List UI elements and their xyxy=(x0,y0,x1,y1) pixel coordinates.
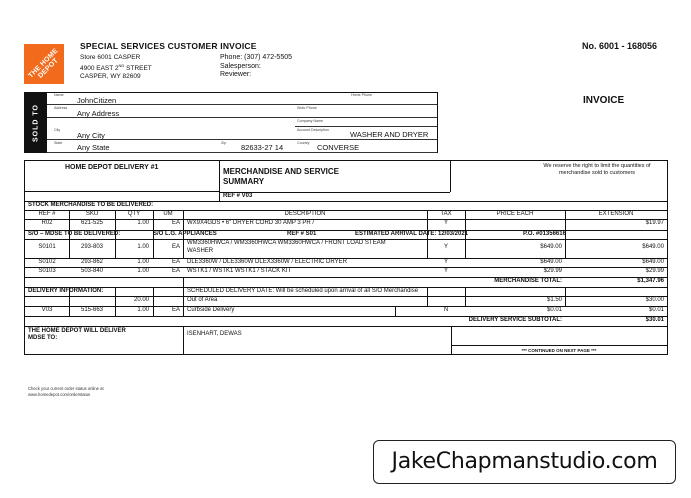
col-sku: SKU xyxy=(85,211,99,217)
stock-section-title: STOCK MERCHANDISE TO BE DELIVERED: xyxy=(28,202,154,208)
customer-state: Any State xyxy=(77,143,110,152)
watermark-badge: JakeChapmanstudio.com xyxy=(373,440,676,484)
company-label: Company Name xyxy=(297,119,323,123)
store-phone: Phone: (307) 472-5505 xyxy=(220,54,292,61)
summary-ref: REF # V03 xyxy=(223,193,253,199)
disclaimer-2: merchandise sold to customers xyxy=(558,170,636,176)
col-um: UM xyxy=(163,211,173,217)
col-qty: QTY xyxy=(127,211,141,217)
customer-address: Any Address xyxy=(77,109,120,118)
home-phone-label: Home Phone xyxy=(351,93,372,97)
col-extension: EXTENSION xyxy=(598,211,634,217)
reviewer-label: Reviewer: xyxy=(220,71,252,78)
account-label: Account Description xyxy=(297,128,329,132)
deliver-to-label-1: THE HOME DEPOT WILL DELIVER xyxy=(28,328,126,334)
scheduled-delivery: SCHEDULED DELIVERY DATE: Will be scheduled upon arrival of all S/O Merchandise xyxy=(187,288,419,294)
account-description: WASHER AND DRYER xyxy=(350,130,429,139)
so-po: P.O. #01356616 xyxy=(523,231,566,237)
continued-note: *** CONTINUED ON NEXT PAGE *** xyxy=(521,348,597,353)
sold-to-label: SOLD TO xyxy=(32,103,40,142)
state-label: State xyxy=(54,141,63,145)
work-phone-label: Work Phone xyxy=(297,106,317,110)
delivery-header: HOME DEPOT DELIVERY #1 xyxy=(65,164,159,171)
order-status-line-1: Check your current order status online at xyxy=(28,386,104,391)
store-street: 4900 EAST 2ND STREET xyxy=(80,63,152,73)
customer-city: Any City xyxy=(77,131,105,140)
summary-title-2: SUMMARY xyxy=(223,177,265,186)
country-label: Country xyxy=(297,141,310,145)
store-address xyxy=(80,54,152,81)
merchandise-total-value: $1,347.96 xyxy=(637,278,664,284)
invoice-label: INVOICE xyxy=(583,95,625,106)
so-section-title: S/O – MDSE TO BE DELIVERED: xyxy=(28,231,121,237)
store-contact xyxy=(220,54,292,80)
delivery-subtotal-value: $30.01 xyxy=(645,317,664,323)
delivery-info-title: DELIVERY INFORMATION: xyxy=(28,288,104,294)
summary-title-1: MERCHANDISE AND SERVICE xyxy=(223,167,340,176)
store-city: CASPER, WY 82609 xyxy=(80,73,141,81)
logo-text: THE HOME DEPOT xyxy=(27,47,60,80)
address-label: Address xyxy=(54,106,68,110)
invoice-number: No. 6001 - 168056 xyxy=(582,41,658,51)
store-name: Store 6001 CASPER xyxy=(80,54,141,61)
sold-to-box xyxy=(24,92,438,153)
customer-zip: 82633-27 14 xyxy=(241,143,284,152)
sold-to-tab xyxy=(25,93,47,152)
col-ref: REF # xyxy=(38,211,56,217)
customer-country: CONVERSE xyxy=(317,143,360,152)
order-status-line-2: www.homedepot.com/orderstatus xyxy=(28,392,91,397)
col-price: PRICE EACH xyxy=(496,211,534,217)
delivery-subtotal-label: DELIVERY SERVICE SUBTOTAL: xyxy=(468,317,562,323)
so-arrival: ESTIMATED ARRIVAL DATE: 12/03/2021 xyxy=(355,231,469,237)
invoice-title: SPECIAL SERVICES CUSTOMER INVOICE xyxy=(80,41,257,51)
merchandise-total-label: MERCHANDISE TOTAL: xyxy=(494,278,562,284)
col-tax: TAX xyxy=(440,211,452,217)
home-depot-logo xyxy=(24,44,64,84)
city-label: City xyxy=(54,128,61,132)
col-description: DESCRIPTION xyxy=(284,211,326,217)
zip-label: Zip xyxy=(221,141,226,145)
order-status-note xyxy=(28,386,104,398)
invoice-table: HOME DEPOT DELIVERY #1 MERCHANDISE AND SERVICE SUMMARY REF # V03 We reserve the right to limit the quantities of merchandise sold to customers STOCK MERCHANDISE TO BE DELIVERED: REF # SKU QTY UM DESCRIPTION TAX PRICE EACH EXTENSION R02 621-525 1.00 EA WX9X4GDS • 6" DRYER CORD 30 AMP 3 PR / Y $19.97 S/O – MDSE TO BE DELIVERED: S/O L.G. APPLIANCES REF # S01 ESTIMATED ARRIVAL DATE: 12/03/2021 P.O. #01356616 S0101 293-803 1.00 EA WM3360HWCA / WM3360HWCA WM3360HWCA / FRONT LOAD STEAM WASHER Y $649.00 $649.00 S0102 293-862 1.00 EA DLE3360W / DLE3360W DLEX3360W / ELECTRIC DRYER Y $649.00 $649.00 S0103 503-840 1.00 EA WSTK1 / WSTK1 WSTK1 / STACK KIT Y $29.99 $29.99 MERCHANDISE TOTAL: $1,347.96 DELIVERY INFORMATION: SCHEDULED DELIVERY DATE: Will be scheduled upon arrival of all S/O Merchandise 20.00 Out of Area $1.50 $30.00 V03 515-663 1.00 EA Curbside Delivery N $0.01 $0.01 DELIVERY SERVICE SUBTOTAL: $30.01 THE HOME DEPOT WILL DELIVER MDSE TO: ISENHART, DEWAS *** CONTINUED ON NEXT PAGE *** xyxy=(24,160,668,355)
name-label: Name xyxy=(54,93,64,97)
deliver-to-label-2: MDSE TO: xyxy=(28,335,58,341)
so-group: S/O L.G. APPLIANCES xyxy=(153,231,217,237)
disclaimer-1: We reserve the right to limit the quantities of xyxy=(543,163,651,169)
deliver-to-name: ISENHART, DEWAS xyxy=(187,331,242,337)
customer-name: JohnCitizen xyxy=(77,96,117,105)
salesperson-label: Salesperson: xyxy=(220,62,261,70)
so-ref: REF # S01 xyxy=(287,231,317,237)
